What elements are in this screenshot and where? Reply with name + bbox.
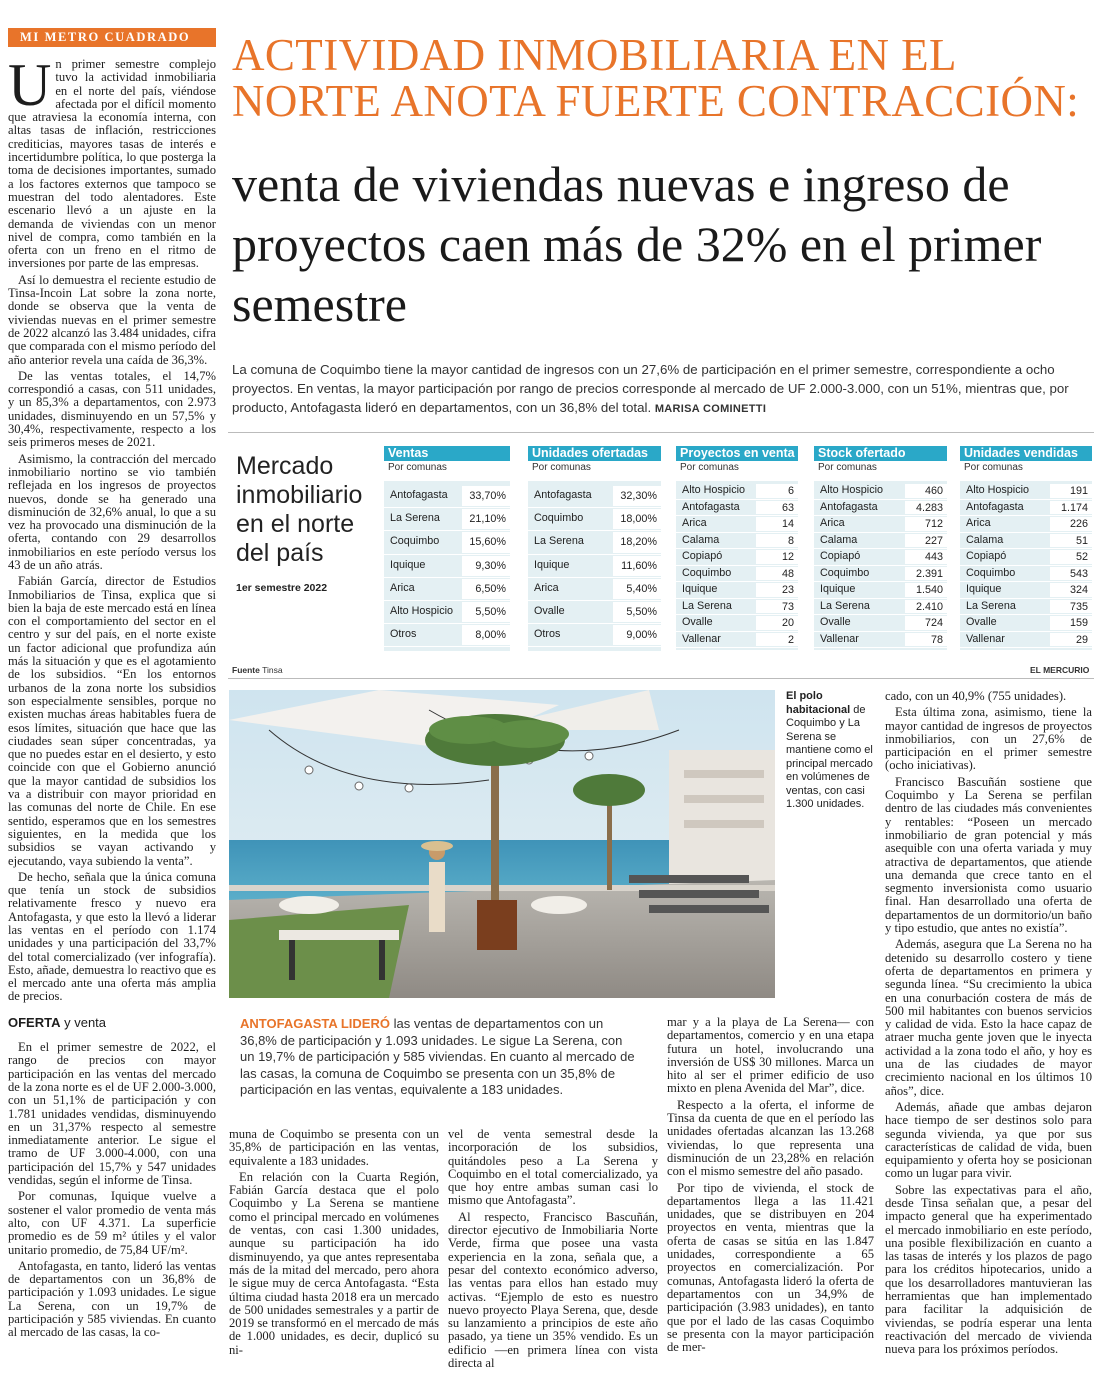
row-value: 324 (1050, 583, 1092, 597)
table-row (814, 566, 947, 583)
paragraph: Además, añade que ambas dejaron hace tiempo de ser destinos solo para segunda vivienda, ya que por sus características de calidad de vida, buen equipamiento y oferta hoy se posicionan como un lugar para vivir. (885, 1099, 1092, 1181)
row-label: Calama (682, 533, 720, 546)
row-value: 227 (905, 534, 947, 548)
table-row (384, 555, 510, 578)
row-label: Ovalle (534, 604, 565, 617)
table-row (528, 624, 661, 647)
row-label: Iquique (966, 583, 1002, 595)
row-label: Coquimbo (820, 566, 870, 579)
row-value: 33,70% (462, 486, 510, 506)
table-row (528, 578, 661, 601)
caption-bold: El polo habitacional (786, 690, 851, 716)
rooftop-terrace-photo (229, 690, 775, 998)
article-column-2 (229, 1128, 439, 1360)
table-title: Unidades vendidas (960, 446, 1092, 461)
table-row (960, 516, 1092, 533)
row-label: Antofagasta (390, 489, 448, 501)
row-label: Coquimbo (682, 566, 732, 579)
row-label: Iquique (682, 583, 718, 595)
row-label: Iquique (390, 558, 426, 571)
row-label: Ovalle (966, 616, 997, 628)
table-title: Ventas (384, 446, 510, 461)
row-value: 11,60% (613, 556, 661, 576)
row-value: 23 (756, 583, 798, 597)
table-row (676, 533, 798, 550)
row-label: Alto Hospicio (966, 484, 1030, 496)
row-label: Iquique (534, 558, 570, 571)
table-row (384, 485, 510, 508)
table-row (528, 485, 661, 508)
pull-quote-text: las ventas de departamentos con un 36,8% de participación y 1.093 unidades. Le sigue La Serena, con un 19,7% de participación y 585 viviendas. En cuanto al mercado de las casas, la comuna de Coquimbo se presenta con un 35,8% de participación en las ventas, equivalente a 183 unidades. (240, 1016, 635, 1097)
paragraph: Fabián García, director de Estudios Inmobiliarios de Tinsa, explica que si bien la baja de este mercado está en línea con el comportamiento del sector en el centro y sur del país, en el norte existe un factor adicional que profundiza aún más la situación y que es el agotamiento de los subsidios. “En los entornos urbanos de la zona norte los subsidios son especialmente sensibles, porque no existen muchas áreas habitables fuera de esos límites, situación que hace que las ciudades sean súper concentradas, ya que no puedes estar en el desierto, y esto coincide con que el Gobierno anunció que la mayor cantidad de subsidios los va a distribuir con mayor prioridad en las comunas del norte de Chile. En ese sentido, esperamos que en los semestres siguientes, en la medida que los subsidios se vayan activando y ejecutando, vaya subiendo la venta”. (8, 574, 216, 868)
row-label: Alto Hospicio (682, 484, 746, 496)
section-tag: MI METRO CUADRADO (8, 28, 216, 47)
row-label: Copiapó (820, 550, 861, 562)
headline-black: venta de viviendas nuevas e ingreso de proyectos caen más de 32% en el primer semestre (232, 156, 1042, 332)
row-value: 724 (905, 616, 947, 630)
row-label: Arica (820, 517, 845, 529)
table-row (676, 599, 798, 616)
table-row (960, 566, 1092, 583)
row-label: Arica (534, 581, 559, 594)
paragraph: En el primer semestre de 2022, el rango de precios con mayor participación en las ventas del mercado de la zona norte es el de UF 2.000-3.000, con un 51,1% de participación y con 1.781 unidades vendidas, disminuyendo en un 31,37% respecto al semestre inmediatamente anterior. Le sigue el tramo de UF 3.000-4.000, con una participación del 15,7% y 547 unidades vendidas, según el informe de Tinsa. (8, 1040, 216, 1188)
infographic-subtitle: 1er semestre 2022 (236, 582, 328, 594)
table-row (676, 566, 798, 583)
row-label: Coquimbo (534, 512, 584, 525)
table-row (384, 624, 510, 647)
row-label: Vallenar (820, 632, 859, 645)
row-value: 2.391 (905, 567, 947, 581)
table-row (528, 508, 661, 531)
paragraph: De hecho, señala que la única comuna que tenía un stock de subsidios relativamente fresco y nuevo era Antofagasta, y que esto la llevó a liderar las ventas en el período con 1.174 unidades y una participación del 33,7% del total comercializado (ver infografía). Esto, añade, demuestra lo reactivo que es el mercado ante una oferta más amplia de precios. (8, 869, 216, 1004)
table-row (960, 582, 1092, 599)
table-row (676, 582, 798, 599)
paragraph: De las ventas totales, el 14,7% correspondió a casas, con 511 unidades, y un 85,3% a departamentos, con 2.973 unidades, disminuyendo en un 57,5% y 30,4%, respectivamente, respecto a los seis primeros meses de 2021. (8, 368, 216, 450)
paragraph: cado, con un 40,9% (755 unidades). (885, 689, 1067, 703)
table-row (814, 549, 947, 566)
row-label: La Serena (390, 512, 440, 525)
row-label: Coquimbo (390, 535, 440, 548)
table-unidades-vendidas (960, 446, 1092, 650)
row-label: Otros (390, 628, 417, 641)
lead-paragraph (232, 360, 1094, 419)
row-value: 18,00% (613, 509, 661, 529)
row-label: La Serena (534, 535, 584, 548)
divider (228, 432, 1094, 433)
row-value: 29 (1050, 633, 1092, 647)
subheading-bold: OFERTA (8, 1014, 61, 1030)
table-row (960, 615, 1092, 632)
paragraph: Francisco Bascuñán sostiene que Coquimbo y La Serena se perfilan dentro de las ciudades más convenientes y rentables: “Poseen un mercado inmobiliario de gran potencial y más asequible con una oferta variada y muy atractiva de departamentos, que atiende una demanda que crece tanto en el segmento inversionista como usuario final. Han desarrollado una oferta de departamentos de un dormitorio/un baño y tipo estudio, que antes no existía”. (885, 774, 1092, 936)
table-title: Unidades ofertadas (528, 446, 661, 461)
row-value: 48 (756, 567, 798, 581)
source-line (232, 665, 283, 675)
paragraph: Por comunas, Iquique vuelve a sostener el valor promedio de venta más alto, con UF 4.371. La superficie promedio es de 59 m² útiles y el valor unitario promedio, de 75,84 UF/m². (8, 1189, 216, 1257)
table-body (960, 481, 1092, 650)
row-value: 52 (1050, 550, 1092, 564)
row-label: Alto Hospicio (390, 604, 454, 617)
caption-text: de Coquimbo y La Serena se mantiene como el principal mercado en volúmenes de ventas, con casi 1.300 unidades. (786, 703, 873, 810)
table-row (960, 549, 1092, 566)
table-ventas (384, 446, 510, 651)
row-value: 73 (756, 600, 798, 614)
table-row (814, 533, 947, 550)
row-label: Ovalle (682, 616, 713, 628)
table-unidades-ofertadas (528, 446, 661, 651)
row-label: Arica (390, 581, 415, 594)
source: Tinsa (262, 665, 283, 675)
row-value: 2 (756, 633, 798, 647)
row-value: 78 (905, 633, 947, 647)
row-label: Calama (966, 533, 1004, 546)
row-label: Calama (820, 533, 858, 546)
drop-cap: U (8, 52, 52, 118)
row-label: Vallenar (966, 632, 1005, 645)
lead-text: La comuna de Coquimbo tiene la mayor cantidad de ingresos con un 27,6% de participación en el primer semestre, correspondiente a ocho proyectos. En ventas, la mayor participación por rango de precios corresponde al mercado de UF 2.000-3.000, con un 51%, mientras que, por producto, Antofagasta lideró en departamentos, con un 36,8% del total. (232, 362, 1069, 415)
row-label: Copiapó (966, 550, 1007, 562)
infographic-title: Mercado inmobiliario en el norte del país (236, 452, 363, 567)
table-row (528, 555, 661, 578)
row-label: Otros (534, 628, 561, 641)
table-row (676, 516, 798, 533)
row-value: 12 (756, 550, 798, 564)
table-row (384, 601, 510, 624)
pull-quote (240, 1016, 640, 1099)
table-row (814, 615, 947, 632)
row-value: 543 (1050, 567, 1092, 581)
paragraph: Por tipo de vivienda, el stock de departamentos llega a las 11.421 unidades, que se distribuyen en 204 proyectos en venta, mientras que la oferta de casas se sitúa en las 1.847 unidades, correspondiente a 65 proyectos en comercialización. Por comunas, Antofagasta lideró la oferta de departamentos con un 34,9% de participación (3.983 unidades), en tanto que por el lado de las casas Coquimbo se presenta con la mayor participación de mer- (667, 1180, 874, 1355)
row-value: 1.174 (1050, 501, 1092, 515)
paragraph: muna de Coquimbo se presenta con un 35,8% de participación en las ventas, equivalente a 183 unidades. (229, 1127, 439, 1168)
row-value: 1.540 (905, 583, 947, 597)
table-row (528, 531, 661, 554)
subheading (8, 1016, 216, 1029)
headline-orange: ACTIVIDAD INMOBILIARIA EN EL NORTE ANOTA FUERTE CONTRACCIÓN: (232, 30, 1080, 126)
row-label: Copiapó (682, 550, 723, 562)
row-label: Alto Hospicio (820, 484, 884, 496)
row-value: 20 (756, 616, 798, 630)
row-value: 6 (756, 484, 798, 498)
row-value: 8 (756, 534, 798, 548)
row-value: 14 (756, 517, 798, 531)
row-value: 9,30% (462, 556, 510, 576)
paragraph: mar y a la playa de La Serena— con departamentos, comercio y en una etapa futura un hotel, involucrando una inversión de US$ 30 millones. Marca un hito al ser el primer edificio de uso mixto en plena Avenida del Mar”, dice. (667, 1015, 874, 1096)
article-column-3 (448, 1128, 658, 1373)
article-column-4 (667, 1016, 874, 1357)
row-value: 5,50% (613, 602, 661, 622)
table-proyectos-en-venta (676, 446, 798, 650)
table-row (676, 632, 798, 649)
table-body (676, 481, 798, 650)
row-value: 159 (1050, 616, 1092, 630)
row-value: 63 (756, 501, 798, 515)
paragraph: Así lo demuestra el reciente estudio de Tinsa-Incoin Lat sobre la zona norte, donde se observa que la venta de viviendas nuevas en el primer semestre de 2022 alcanzó las 3.484 unidades, cifra que comparada con el mismo período del año anterior revela una caída de 36,3%. (8, 272, 216, 367)
row-label: Vallenar (682, 632, 721, 645)
row-value: 32,30% (613, 486, 661, 506)
table-stock-ofertado (814, 446, 947, 650)
table-row (960, 599, 1092, 616)
row-value: 15,60% (462, 532, 510, 552)
table-row (814, 483, 947, 500)
table-row (814, 632, 947, 649)
pull-quote-bold: ANTOFAGASTA LIDERÓ (240, 1016, 390, 1031)
table-row (528, 601, 661, 624)
paragraph: n primer semestre complejo tuvo la actividad inmobiliaria en el norte del país, viéndose afectada por el difícil momento que atraviesa la economía interna, con altas tasas de inflación, restricciones crediticias, mayores tasas de interés e incertidumbre política, lo que posterga la toma de decisiones importantes, sumado a los factores externos que tampoco se muestran del todo alentadores. Este escenario llevó a un ajuste en la demanda de viviendas con un menor nivel de compra, como también en la oferta con un freno en el ritmo de inversiones por parte de las empresas. (8, 57, 216, 271)
row-value: 21,10% (462, 509, 510, 529)
table-row (814, 500, 947, 517)
table-row (676, 500, 798, 517)
table-row (960, 483, 1092, 500)
table-subtitle: Por comunas (680, 462, 739, 473)
table-subtitle: Por comunas (532, 462, 591, 473)
row-label: Coquimbo (966, 566, 1016, 579)
table-row (960, 533, 1092, 550)
table-row (814, 599, 947, 616)
table-row (676, 549, 798, 566)
paragraph: Esta última zona, asimismo, tiene la mayor cantidad de ingresos de proyectos inmobiliarios, con un 27,6% de participación en el primer semestre (ocho iniciativas). (885, 705, 1092, 773)
paragraph: En relación con la Cuarta Región, Fabián García destaca que el polo Coquimbo y La Serena se mantiene como el principal mercado en volúmenes de ventas, con casi 1.300 unidades, aunque su participación ha ido disminuyendo, ya que antes representaba más de la mitad del mercado, pero ahora le sigue muy de cerca Antofagasta. “Esta última ciudad hasta 2018 era un mercado de 500 unidades semestrales y a partir de 2019 se transformó en el mercado de más de 1.000 unidades, es decir, duplicó su ni- (229, 1169, 439, 1357)
row-label: Arica (966, 517, 991, 529)
byline: MARISA COMINETTI (654, 403, 767, 415)
row-value: 4.283 (905, 501, 947, 515)
divider (228, 678, 1094, 679)
photo-caption (786, 690, 874, 812)
table-body (528, 481, 661, 651)
row-value: 712 (905, 517, 947, 531)
credit: EL MERCURIO (1030, 665, 1090, 675)
table-row (676, 483, 798, 500)
table-title: Proyectos en venta (676, 446, 798, 461)
article-column-5 (885, 690, 1092, 1360)
table-subtitle: Por comunas (388, 462, 447, 473)
row-label: Arica (682, 517, 707, 529)
row-label: Antofagasta (820, 500, 878, 513)
row-value: 460 (905, 484, 947, 498)
subheading-rest: y venta (60, 1014, 107, 1030)
row-value: 2.410 (905, 600, 947, 614)
row-value: 8,00% (462, 625, 510, 645)
paragraph: vel de venta semestral desde la incorporación de los subsidios, quitándoles peso a La Serena y Coquimbo en el total comercializado, ya que hoy entre ambas suman casi lo mismo que Antofagasta”. (448, 1127, 658, 1208)
paragraph: Asimismo, la contracción del mercado inmobiliario nortino se vio también reflejada en los ingresos de proyectos nuevos, donde se ha generado una disminución de 32,6% anual, lo que a su vez ha provocado una disminución de la oferta, contando con 29 desarrollos inmobiliarios en este período versus los 43 de un año atrás. (8, 451, 216, 572)
row-value: 5,50% (462, 602, 510, 622)
row-value: 735 (1050, 600, 1092, 614)
table-body (384, 481, 510, 651)
row-value: 191 (1050, 484, 1092, 498)
row-label: Iquique (820, 583, 856, 595)
photo-illustration (229, 690, 775, 998)
paragraph: Además, asegura que La Serena no ha detenido su desarrollo costero y tiene oferta de departamentos en primera y segunda línea. “Su crecimiento la ubica en una conurbación costera de más de 500 mil habitantes con buenos servicios y calidad de vida. Esto la hace capaz de atraer mucha gente joven que le inyecta actividad a la zona todo el año, y hoy es una de las ciudades de mayor crecimiento nacional en los últimos 10 años”, dice. (885, 937, 1092, 1098)
row-label: Antofagasta (966, 500, 1024, 513)
row-label: Antofagasta (534, 489, 592, 501)
row-value: 6,50% (462, 579, 510, 599)
row-label: Antofagasta (682, 500, 740, 513)
row-value: 51 (1050, 534, 1092, 548)
table-row (960, 632, 1092, 649)
table-row (960, 500, 1092, 517)
row-label: La Serena (682, 599, 732, 612)
row-value: 5,40% (613, 579, 661, 599)
row-value: 18,20% (613, 532, 661, 552)
row-label: Ovalle (820, 616, 851, 628)
table-row (676, 615, 798, 632)
table-subtitle: Por comunas (964, 462, 1023, 473)
paragraph: Al respecto, Francisco Bascuñán, director ejecutivo de Inmobiliaria Norte Verde, firma que posee una vasta experiencia en la zona, señala que, a pesar del contexto económico adverso, las ventas para ellos han estado muy activas. “Ejemplo de esto es nuestro nuevo proyecto Playa Serena, que, desde su lanzamiento a principios de este año pasado, ya tiene un 35% vendido. Es un edificio —en primera línea con vista directa al (448, 1209, 658, 1371)
table-title: Stock ofertado (814, 446, 947, 461)
table-row (384, 531, 510, 554)
source-label: Fuente (232, 665, 260, 675)
row-label: La Serena (966, 599, 1016, 612)
table-row (384, 578, 510, 601)
row-value: 443 (905, 550, 947, 564)
table-row (814, 582, 947, 599)
paragraph: Respecto a la oferta, el informe de Tinsa da cuenta de que en el período las unidades ofertadas alcanzan las 13.268 viviendas, lo que representa una disminución de un 23,28% en relación con el mismo semestre del año pasado. (667, 1097, 874, 1179)
table-row (814, 516, 947, 533)
table-subtitle: Por comunas (818, 462, 877, 473)
table-row (384, 508, 510, 531)
row-label: La Serena (820, 599, 870, 612)
article-column-1 (8, 52, 216, 1343)
row-value: 226 (1050, 517, 1092, 531)
paragraph: Antofagasta, en tanto, lideró las ventas de departamentos con un 36,8% de participación y 1.093 unidades. Le sigue La Serena, con un 19,7% de participación y 585 viviendas. En cuanto al mercado de las casas, la co- (8, 1258, 216, 1340)
row-value: 9,00% (613, 625, 661, 645)
paragraph: Sobre las expectativas para el año, desde Tinsa señalan que, a pesar del impacto general que ha experimentado el mercado inmobiliario en este período, una posible flexibilización en cuanto a las tasas de interés y los plazos de pago para los créditos hipotecarios, unido a que los desarrolladores mantuvieran las herramientas que han implementado para facilitar la adquisición de viviendas, se podría esperar una lenta reactivación del mercado de vivienda nueva para los próximos períodos. (885, 1182, 1092, 1357)
table-body (814, 481, 947, 650)
